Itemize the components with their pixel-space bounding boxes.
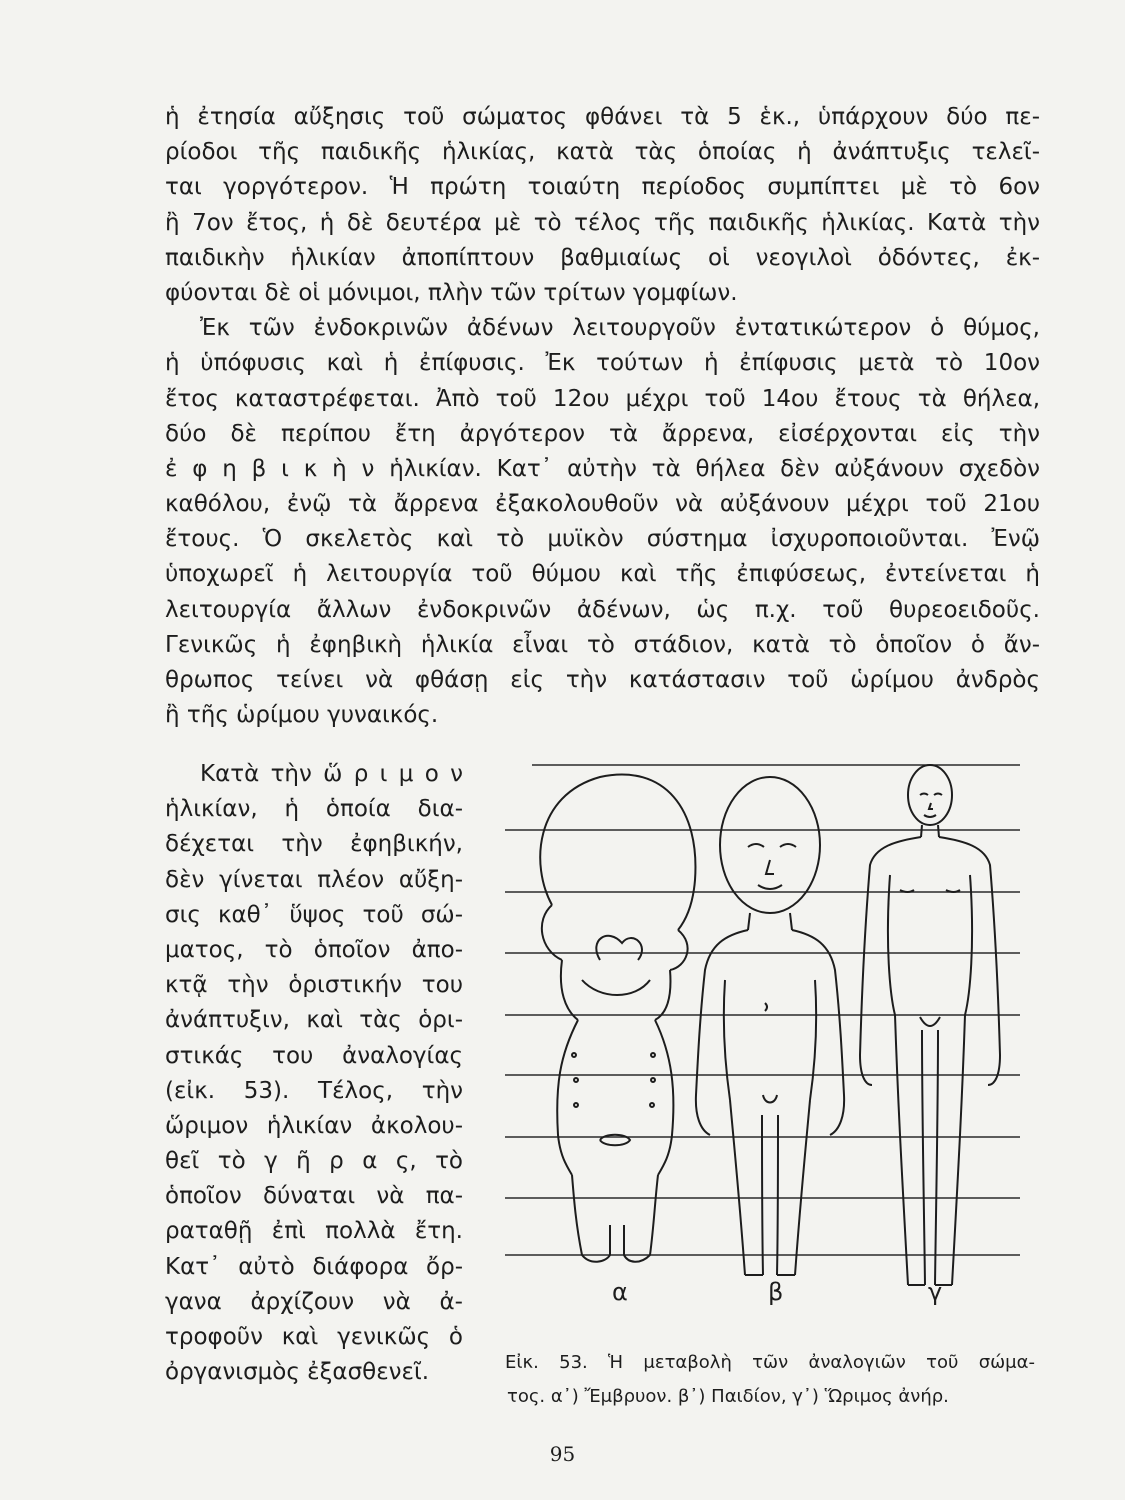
text-line: δέχεται τὴν ἐφηβικήν, <box>165 831 463 858</box>
text-line: Γενικῶς ἡ ἐφηβικὴ ἡλικία εἶναι τὸ στάδιον, κατὰ τὸ ὁποῖον ὁ ἄν- <box>165 631 1040 658</box>
text-line: ἡλικίαν, ἡ ὁποία δια- <box>165 796 463 823</box>
label-alpha: α <box>612 1278 628 1306</box>
caption-line: Εἰκ. 53. Ἡ μεταβολὴ τῶν ἀναλογιῶν τοῦ σώμα- <box>505 1352 1035 1373</box>
label-gamma: γ <box>928 1278 943 1306</box>
text-line: ἡ ὑπόφυσις καὶ ἡ ἐπίφυσις. Ἐκ τούτων ἡ ἐπίφυσις μετὰ τὸ 10ον <box>165 350 1040 377</box>
caption-line: τος. α᾽) Ἔμβρυον. β᾽) Παιδίον, γ᾽) Ὥριμος ἀνήρ. <box>507 1386 949 1407</box>
adult-figure <box>860 765 1000 1285</box>
text-line: ραταθῇ ἐπὶ πολλὰ ἔτη. <box>165 1218 463 1245</box>
text-line: στικάς του ἀναλογίας <box>165 1042 463 1069</box>
text-line: ἡ ἐτησία αὔξησις τοῦ σώματος φθάνει τὰ 5 ἑκ., ὑπάρχουν δύο πε- <box>165 104 1040 130</box>
text-line: γανα ἀρχίζουν νὰ ἀ- <box>165 1288 463 1315</box>
label-beta: β <box>768 1278 784 1306</box>
text-line: ἢ 7ον ἔτος, ἡ δὲ δευτέρα μὲ τὸ τέλος τῆς παιδικῆς ἡλικίας. Κατὰ τὴν <box>165 209 1040 236</box>
figure-caption <box>505 1346 1035 1414</box>
text-line: ὁποῖον δύναται νὰ πα- <box>165 1183 463 1210</box>
text-line: ἔτος καταστρέφεται. Ἀπὸ τοῦ 12ου μέχρι τοῦ 14ου ἔτους τὰ θήλεα, <box>165 385 1040 412</box>
text-line: τροφοῦν καὶ γενικῶς ὁ <box>165 1324 463 1350</box>
text-line: Κατ᾽ αὐτὸ διάφορα ὄρ- <box>165 1253 463 1280</box>
text-line: φύονται δὲ οἱ μόνιμοι, πλὴν τῶν τρίτων γομφίων. <box>165 279 738 306</box>
text-line: ρίοδοι τῆς παιδικῆς ἡλικίας, κατὰ τὰς ὁποίας ἡ ἀνάπτυξις τελεῖ- <box>165 139 1040 166</box>
child-figure <box>696 777 844 1275</box>
text-line: θεῖ τὸ γ ῆ ρ α ς, τὸ <box>165 1148 463 1175</box>
text-line: ματος, τὸ ὁποῖον ἀπο- <box>165 936 463 963</box>
text-line: δὲν γίνεται πλέον αὔξη- <box>165 866 463 893</box>
text-line: λειτουργία ἄλλων ἐνδοκρινῶν ἀδένων, ὡς π.χ. τοῦ θυρεοειδοῦς. <box>165 596 1040 623</box>
text-line: ἀνάπτυξιν, καὶ τὰς ὁρι- <box>165 1007 463 1034</box>
side-column-text <box>165 757 463 1390</box>
text-line: (εἰκ. 53). Τέλος, τὴν <box>165 1077 463 1104</box>
text-line: ὥριμον ἡλικίαν ἀκολου- <box>165 1112 463 1139</box>
text-line: ται γοργότερον. Ἡ πρώτη τοιαύτη περίοδος συμπίπτει μὲ τὸ 6ον <box>165 174 1040 201</box>
body-text <box>165 100 1040 733</box>
text-line: ἢ τῆς ὡρίμου γυναικός. <box>165 702 439 729</box>
text-line: θρωπος τείνει νὰ φθάσῃ εἰς τὴν κατάστασιν τοῦ ὡρίμου ἀνδρὸς <box>165 667 1040 693</box>
text-line: παιδικὴν ἡλικίαν ἀποπίπτουν βαθμιαίως οἱ νεογιλοὶ ὀδόντες, ἐκ- <box>165 244 1040 271</box>
text-line: κτᾷ τὴν ὁριστικήν του <box>165 972 463 999</box>
text-line: καθόλου, ἐνῷ τὰ ἄρρενα ἐξακολουθοῦν νὰ αὐξάνουν μέχρι τοῦ 21ου <box>165 491 1040 518</box>
text-line: ὑποχωρεῖ ἡ λειτουργία τοῦ θύμου καὶ τῆς ἐπιφύσεως, ἐντείνεται ἡ <box>165 561 1040 588</box>
page-number: 95 <box>549 1442 576 1466</box>
text-line: σις καθ᾽ ὕψος τοῦ σώ- <box>165 901 463 928</box>
text-line: Ἐκ τῶν ἐνδοκρινῶν ἀδένων λειτουργοῦν ἐντατικώτερον ὁ θύμος, <box>200 315 1040 342</box>
figure-body-proportions <box>500 755 1040 1310</box>
text-line: δύο δὲ περίπου ἔτη ἀργότερον τὰ ἄρρενα, εἰσέρχονται εἰς τὴν <box>165 420 1040 447</box>
text-line: ἐ φ η β ι κ ὴ ν ἡλικίαν. Κατ᾽ αὐτὴν τὰ θήλεα δὲν αὐξάνουν σχεδὸν <box>165 455 1040 482</box>
text-line: ἔτους. Ὁ σκελετὸς καὶ τὸ μυϊκὸν σύστημα ἰσχυροποιοῦνται. Ἐνῷ <box>165 526 1040 553</box>
embryo-figure <box>540 775 695 1262</box>
text-line: ὀργανισμὸς ἐξασθενεῖ. <box>165 1359 430 1386</box>
text-line: Κατὰ τὴν ὥ ρ ι μ ο ν <box>200 761 463 787</box>
figure-illustration <box>500 755 1040 1310</box>
